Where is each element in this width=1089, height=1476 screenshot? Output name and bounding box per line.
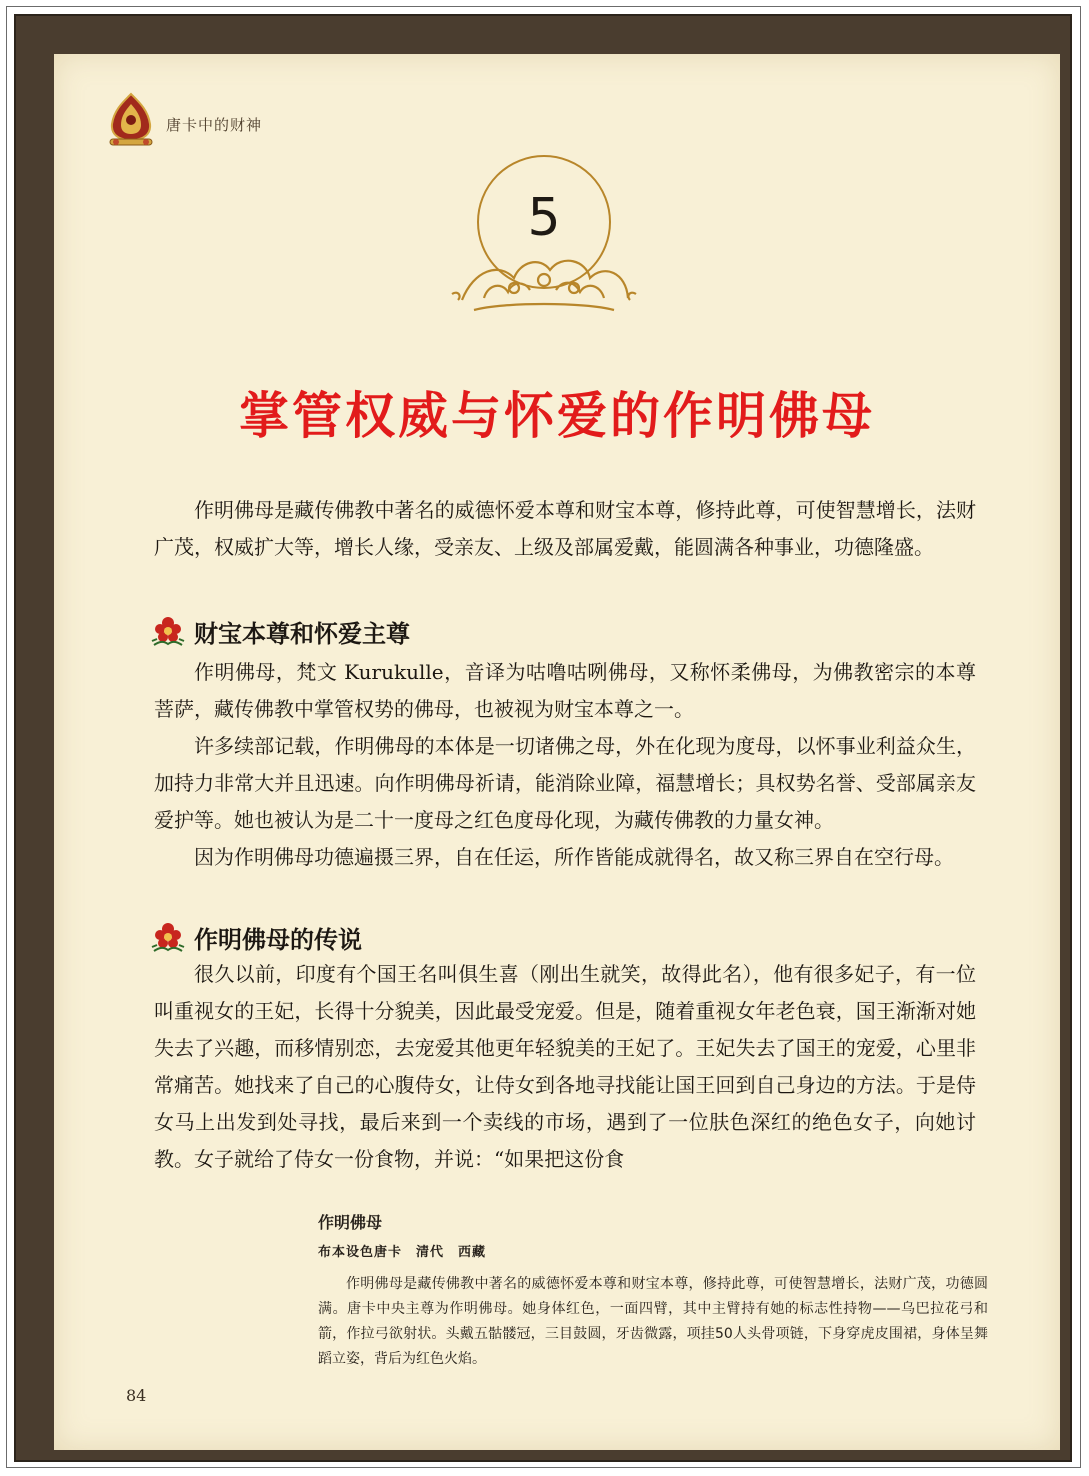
running-title: 唐卡中的财神 [166,116,263,134]
caption-subtitle: 布本设色唐卡 清代 西藏 [318,1245,487,1260]
section-heading-1 [148,610,410,652]
paragraph: 因为作明佛母功德遍摄三界，自在任运，所作皆能成就得名，故又称三界自在空行母。 [194,845,954,869]
picture-frame [14,14,1072,1462]
running-header [106,92,366,152]
flower-bullet-icon [148,611,188,651]
paragraph: 很久以前，印度有个国王名叫俱生喜（刚出生就笑，故得此名），他有很多妃子，有一位叫重视女的王妃，长得十分貌美，因此最受宠爱。但是，随着重视女年老色衰，国王渐渐对她失去了兴趣，而移情别恋，去宠爱其他更年轻貌美的王妃了。王妃失去了国王的宠爱，心里非常痛苦。她找来了自己的心腹侍女，让侍女到各地寻找能让国王回到自己身边的方法。于是侍女马上出发到处寻找，最后来到一个卖线的市场，遇到了一位肤色深红的绝色女子，向她讨教。女子就给了侍女一份食物，并说：“如果把这份食 [154,962,976,1171]
section-title: 作明佛母的传说 [194,924,362,954]
image-caption [318,1210,988,1372]
caption-text: 作明佛母是藏传佛教中著名的威德怀爱本尊和财宝本尊，修持此尊，可使智慧增长，法财广茂，功德圆满。唐卡中央主尊为作明佛母。她身体红色，一面四臂，其中主臂持有她的标志性持物——乌巴拉花弓和箭，作拉弓欲射状。头戴五骷髅冠，三目鼓圆，牙齿微露，项挂50人头骨项链，下身穿虎皮围裙，身体呈舞蹈立姿，背后为红色火焰。 [318,1276,988,1367]
intro-paragraph: 作明佛母是藏传佛教中著名的威德怀爱本尊和财宝本尊，修持此尊，可使智慧增长，法财广茂，权威扩大等，增长人缘，受亲友、上级及部属爱戴，能圆满各种事业，功德隆盛。 [154,498,976,559]
section-heading-2 [148,916,362,958]
chapter-title: 掌管权威与怀爱的作明佛母 [239,387,875,445]
caption-title: 作明佛母 [318,1213,383,1232]
cloud-ornament-icon [452,261,636,310]
shrine-icon [106,92,156,148]
paragraph: 许多续部记载，作明佛母的本体是一切诸佛之母，外在化现为度母，以怀事业利益众生，加持力非常大并且迅速。向作明佛母祈请，能消除业障，福慧增长；具权势名誉、受部属亲友爱护等。她也被认为是二十一度母之红色度母化现，为藏传佛教的力量女神。 [154,734,976,832]
chapter-number: 5 [527,188,561,248]
page-number: 84 [126,1386,147,1405]
paragraph: 作明佛母，梵文 Kurukulle，音译为咕噜咕咧佛母，又称怀柔佛母，为佛教密宗的本尊菩萨，藏传佛教中掌管权势的佛母，也被视为财宝本尊之一。 [154,660,976,721]
book-page [54,54,1060,1450]
section-title: 财宝本尊和怀爱主尊 [194,618,410,648]
flower-bullet-icon [148,917,188,957]
